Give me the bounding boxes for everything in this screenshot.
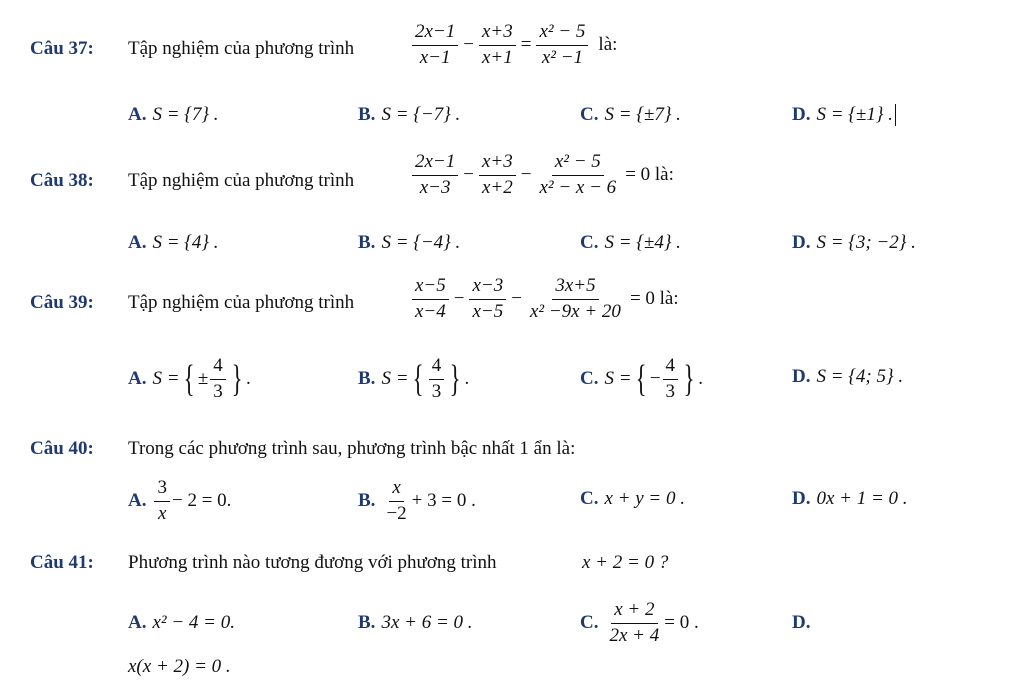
- question-37-equation: $\frac{2x-1}{x-1}$ − $\frac{x+3}{x+1}$ = $\frac{\text{x² − 5}}{\text{x² −1}}$ là:: [410, 22, 617, 69]
- fraction: $\frac{x + 2}{2x + 4}$: [609, 599, 660, 646]
- q41-option-d[interactable]: D.: [792, 612, 811, 633]
- fraction: $\frac{4}{3}$: [429, 356, 445, 403]
- fraction: $\frac{\text{x² − 5}}{\text{x² −1}}$: [536, 22, 588, 69]
- fraction: $\frac{x+3}{x+2}$: [479, 152, 516, 199]
- fraction: $\frac{2x-1}{x-1}$: [412, 22, 458, 69]
- question-37-label: Câu 37:: [30, 38, 94, 59]
- question-38-text: Tập nghiệm của phương trình: [128, 170, 355, 191]
- question-37-text: Tập nghiệm của phương trình: [128, 38, 355, 59]
- question-41-text: Phương trình nào tương đương với phương trình: [128, 552, 497, 573]
- question-39-label: Câu 39:: [30, 292, 94, 313]
- q41-option-d-continuation: x(x + 2) = 0 .: [128, 656, 231, 677]
- question-41-equation: x + 2 = 0 ?: [582, 552, 669, 573]
- q39-option-c[interactable]: C. S = { − $\frac{4}{3}$ } .: [580, 355, 704, 402]
- text-cursor: [895, 104, 897, 126]
- equation-tail: là:: [598, 34, 618, 56]
- q37-option-c[interactable]: C. S = {±7} .: [580, 104, 681, 125]
- fraction: $\frac{2x-1}{x-3}$: [412, 152, 458, 199]
- q40-option-d[interactable]: D. 0x + 1 = 0 .: [792, 488, 908, 509]
- q39-option-b[interactable]: B. S = { $\frac{4}{3}$ } .: [358, 355, 470, 402]
- question-39-text: Tập nghiệm của phương trình: [128, 292, 355, 313]
- q39-option-a[interactable]: A. S = { ± $\frac{4}{3}$ } .: [128, 355, 251, 402]
- q37-option-b[interactable]: B. S = {−7} .: [358, 104, 461, 125]
- fraction: $\frac{x}{-2}$: [386, 477, 407, 524]
- question-39-equation: $\frac{x-5}{x-4}$ − $\frac{x-3}{x-5}$ − $\frac{3x+5}{\text{x² −9x + 20}}$ = 0 là:: [410, 276, 679, 323]
- equation-tail: = 0 là:: [625, 164, 674, 186]
- fraction: $\frac{x+3}{x+1}$: [479, 22, 516, 69]
- q39-option-d[interactable]: D. S = {4; 5} .: [792, 366, 904, 387]
- fraction: $\frac{3}{x}$: [154, 478, 170, 525]
- q38-option-d[interactable]: D. S = {3; −2} .: [792, 232, 916, 253]
- question-38-equation: $\frac{2x-1}{x-3}$ − $\frac{x+3}{x+2}$ − $\frac{\text{x² − 5}}{\text{x² − x − 6}}$ = 0 là:: [410, 152, 674, 199]
- q41-option-a[interactable]: A. x² − 4 = 0.: [128, 612, 236, 633]
- q37-option-d[interactable]: D. S = {±1} .: [792, 104, 896, 126]
- q40-option-c[interactable]: C. x + y = 0 .: [580, 488, 685, 509]
- q40-option-b[interactable]: B. $\frac{x}{-2}$ + 3 = 0 .: [358, 477, 476, 524]
- question-40-text: Trong các phương trình sau, phương trình bậc nhất 1 ẩn là:: [128, 438, 576, 459]
- fraction: $\frac{4}{3}$: [663, 356, 679, 403]
- fraction: $\frac{\text{x² − 5}}{\text{x² − x − 6}}$: [539, 151, 617, 198]
- q40-option-a[interactable]: A. $\frac{3}{x}$ − 2 = 0.: [128, 477, 232, 524]
- q37-option-a[interactable]: A. S = {7} .: [128, 104, 219, 125]
- question-38-label: Câu 38:: [30, 170, 94, 191]
- fraction: $\frac{x-5}{x-4}$: [412, 276, 449, 323]
- fraction: $\frac{4}{3}$: [210, 356, 226, 403]
- question-41-label: Câu 41:: [30, 552, 94, 573]
- equation-tail: = 0 là:: [629, 288, 679, 310]
- fraction: $\frac{3x+5}{\text{x² −9x + 20}}$: [529, 275, 621, 322]
- q38-option-b[interactable]: B. S = {−4} .: [358, 232, 461, 253]
- q38-option-a[interactable]: A. S = {4} .: [128, 232, 219, 253]
- question-40-label: Câu 40:: [30, 438, 94, 459]
- fraction: $\frac{x-3}{x-5}$: [469, 276, 506, 323]
- q38-option-c[interactable]: C. S = {±4} .: [580, 232, 681, 253]
- q41-option-b[interactable]: B. 3x + 6 = 0 .: [358, 612, 473, 633]
- q41-option-c[interactable]: C. $\frac{x + 2}{2x + 4}$ = 0 .: [580, 599, 699, 646]
